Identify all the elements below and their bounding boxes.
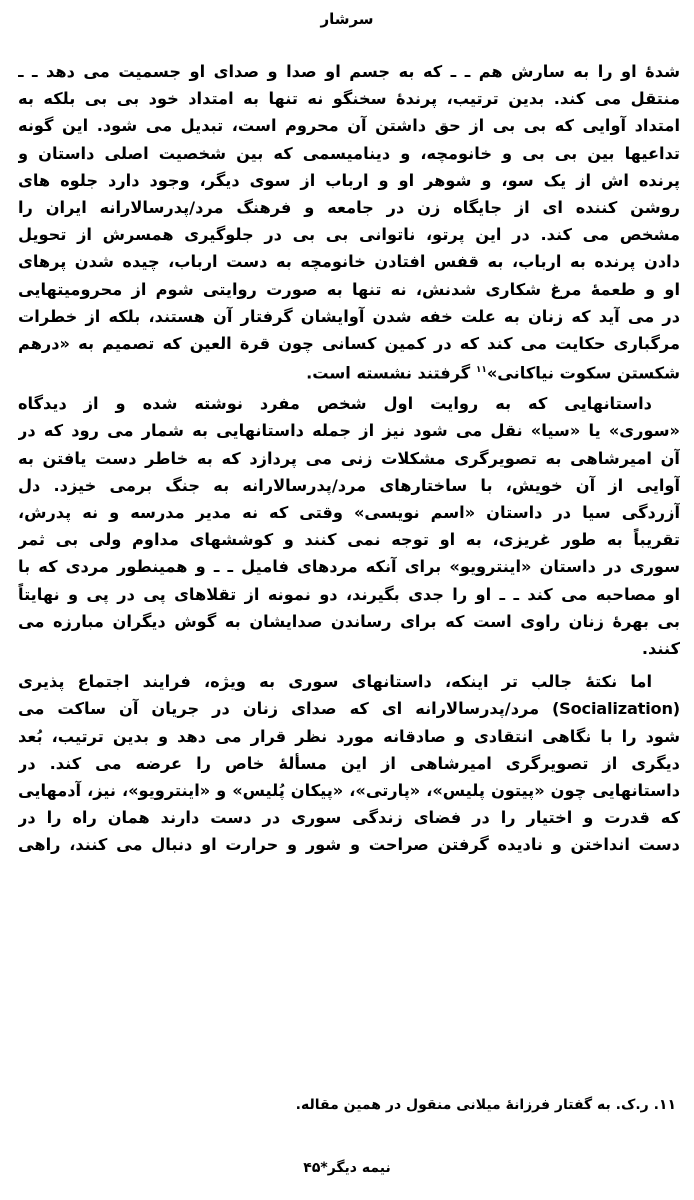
text-line: امتداد آوایی که بی بی از حق داشتن آن محروم است، تبدیل می شود. این گونه bbox=[18, 116, 680, 136]
text-line: او مصاحبه می کند ـ ـ او را جدی بگیرند، دو نمونه از تقلاهای پی در پی و نهایتاً bbox=[18, 584, 680, 604]
running-head-title: سرشار bbox=[320, 10, 374, 28]
text-line: که قدرت و اختیار را در فضای زندگی سوری در دست دارند همان راه را در bbox=[18, 808, 680, 828]
text-line bbox=[18, 357, 680, 384]
text-line: روشن کننده ای از جایگاه زن در جامعه و فرهنگ مرد/پدرسالارانه ایران را bbox=[18, 197, 680, 217]
footnote-reference[interactable]: ۱۱ bbox=[475, 365, 487, 376]
text-line: تقریباً به طور غریزی، به او توجه نمی کنند و کوششهای مداوم ولی بی ثمر bbox=[18, 530, 680, 550]
text-line: پرنده اش از یک سو، و شوهر او و ارباب از سوی دیگر، وجود دارد جلوه های bbox=[18, 170, 680, 190]
text-line: او و طعمهٔ مرغ شکاری شدنش، نه تنها به صورت روایتی شوم از محرومیتهایی bbox=[18, 279, 680, 299]
paragraph-3 bbox=[18, 668, 680, 858]
article-body bbox=[18, 58, 680, 858]
text-line: منتقل می کند. بدین ترتیب، پرندهٔ سخنگو نه تنها به امتداد خود بی بی بلکه به bbox=[18, 89, 680, 109]
text-line: سوری در داستان «اینترویو» برای آنکه مردهای فامیل ـ ـ و همینطور مردی که با bbox=[18, 557, 680, 577]
text-line: (Socialization) مرد/پدرسالارانه ای که صدای زنان در جریان آن ساکت می bbox=[18, 699, 680, 719]
text-line: اما نکتهٔ جالب تر اینکه، داستانهای سوری به ویژه، فرایند اجتماع پذیری bbox=[18, 672, 652, 692]
text-segment: گرفتند نشسته است. bbox=[306, 363, 471, 383]
paragraph-1 bbox=[18, 58, 680, 384]
text-line: تداعیها بین بی بی و خانومچه، و دینامیسمی که بین شخصیت اصلی داستان و bbox=[18, 143, 680, 163]
text-line: شود را با نگاهی انتقادی و صادقانه مورد نظر قرار می دهد و بدین ترتیب، بُعد bbox=[18, 726, 680, 746]
text-line: مرگباری حکایت می کند که در کمین کسانی چون قرة العین که تصمیم به «درهم bbox=[18, 333, 680, 353]
text-line: مشخص می کند. در این پرتو، ناتوانی بی بی در جلوگیری همسرش از تحویل bbox=[18, 225, 680, 245]
text-line: داستانهایی چون «پیتون پلیس»، «پارتی»، «پیکان پُلیس» و «اینترویو»، نیز، آدمهایی bbox=[18, 780, 680, 800]
text-line: دادن پرنده به ارباب، به قفس افتادن خانومچه به دست ارباب، چیده شدن پرهای bbox=[18, 252, 680, 272]
paragraph-2 bbox=[18, 390, 680, 662]
page-folio: نیمه دیگر*۴۵ bbox=[303, 1160, 391, 1176]
text-line: آن امیرشاهی به تصویرگری مشکلات زنی می پردازد که به خاطر دست یافتن به bbox=[18, 448, 680, 468]
text-line: بی بهرهٔ زنان راوی است که برای رساندن صدایشان به گوش دیگران مبارزه می bbox=[18, 611, 680, 631]
text-line: آزردگی سیا در داستان «اسم نویسی» وقتی که نه مدیر مدرسه و نه پدرش، bbox=[18, 503, 680, 522]
text-line: دست انداختن و نادیده گرفتن صراحت و شور و حرارت او دنبال می کنند، راهی bbox=[18, 835, 680, 855]
text-line: کنند. bbox=[641, 638, 680, 658]
text-line: در می آید که زنان به علت خفه شدن آوایشان گرفتار آن هستند، بلکه از خطرات bbox=[18, 306, 680, 326]
text-line: «سوری» یا «سیا» نقل می شود نیز از جمله داستانهایی به شمار می رود که در bbox=[18, 421, 680, 441]
text-line: شدهٔ او را به سارش هم ـ ـ که به جسم او صدا و صدای او جسمیت می دهد ـ ـ bbox=[18, 62, 680, 81]
text-line: آوایی از آن خویش، با ساختارهای مرد/پدرسالارانه به جنگ برمی خیزد. دل bbox=[18, 475, 680, 495]
footnote-11: ۱۱. ر.ک. به گفتار فرزانهٔ میلانی منقول در همین مقاله. bbox=[295, 1097, 676, 1113]
text-line: داستانهایی که به روایت اول شخص مفرد نوشته شده و از دیدگاه bbox=[18, 394, 652, 414]
text-line: دیگری از تصویرگری امیرشاهی از این مسألهٔ خاص را عرضه می کند. در bbox=[18, 753, 680, 773]
text-segment: شکستن سکوت نیاکانی» bbox=[486, 363, 680, 383]
